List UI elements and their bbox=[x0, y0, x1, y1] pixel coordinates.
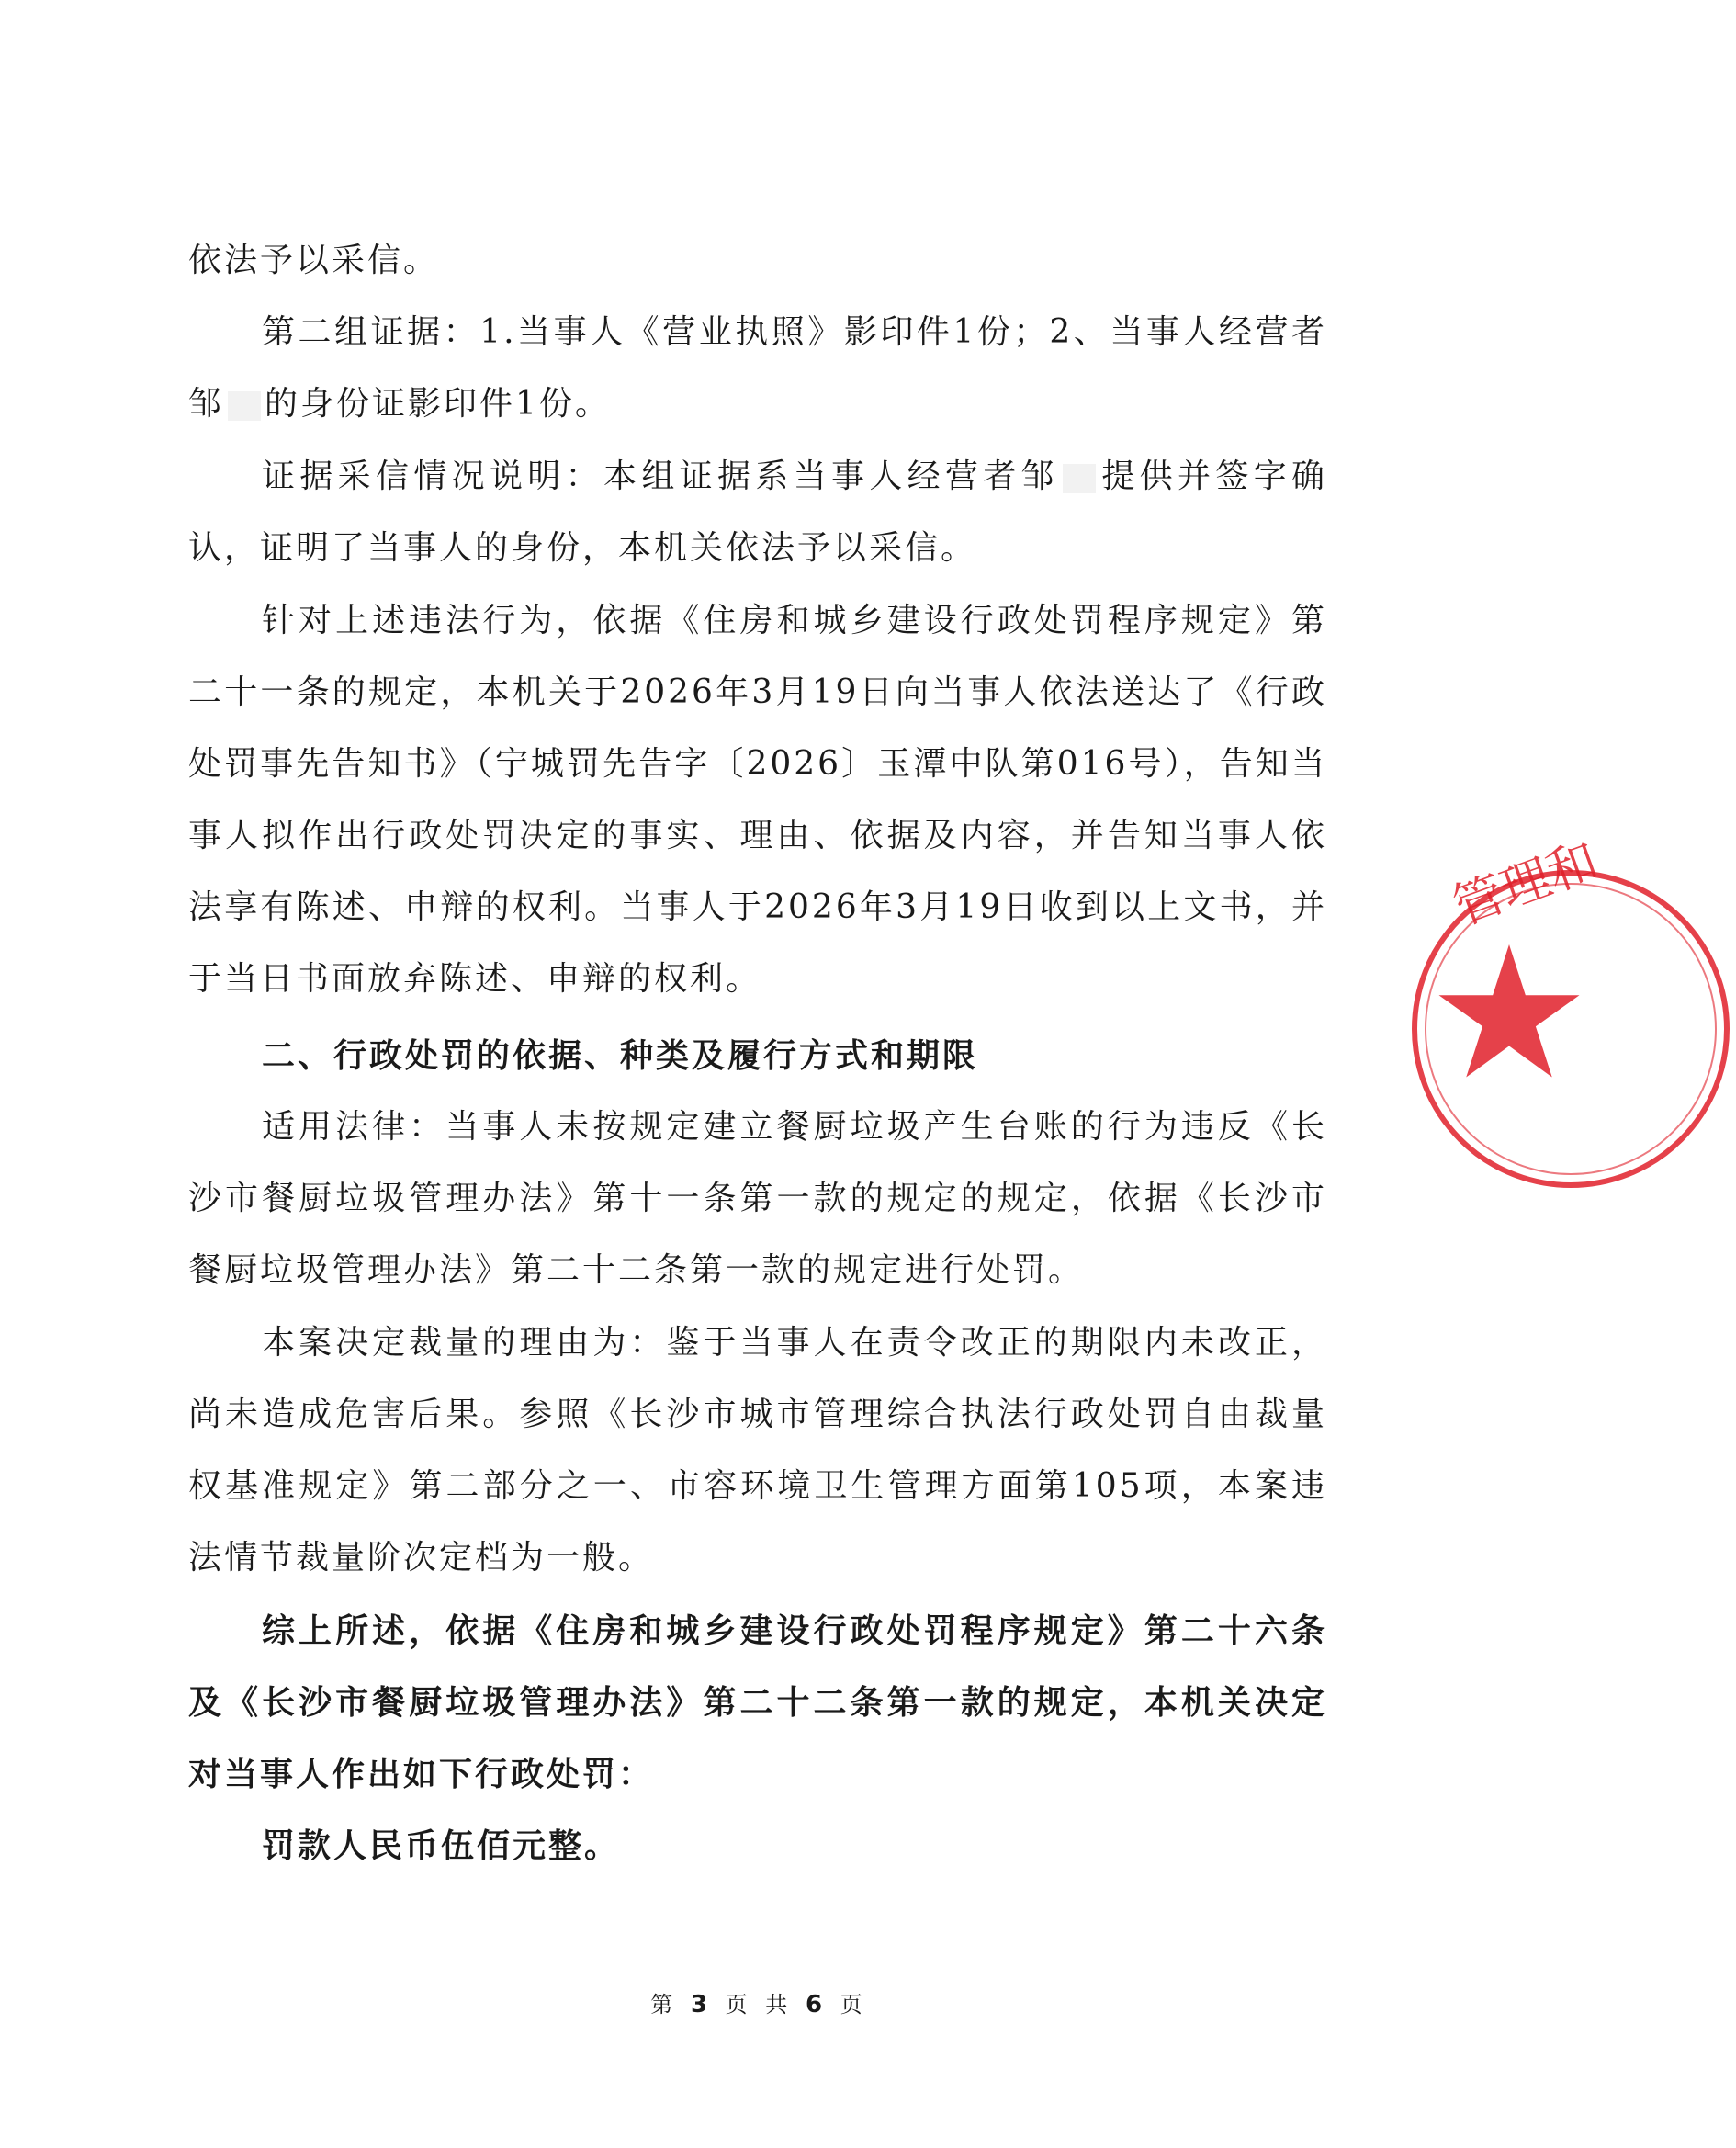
paragraph-evidence-explanation bbox=[188, 441, 1327, 584]
paragraph-text: 第二组证据：1.当事人《营业执照》影印件1份；2、当事人经营者邹 bbox=[188, 313, 1327, 423]
paragraph-text: 本案决定裁量的理由为：鉴于当事人在责令改正的期限内未改正，尚未造成危害后果。参照《长沙市城市管理综合执法行政处罚自由裁量权基准规定》第二部分之一、市容环境卫生管理方面第105项，本案违法情节裁量阶次定档为一般。 bbox=[188, 1324, 1327, 1577]
paragraph-decision bbox=[188, 1595, 1327, 1810]
footer-suffix: 页 bbox=[840, 1992, 868, 2018]
seal-text: 管理和 bbox=[1446, 831, 1606, 937]
paragraph-text: 针对上述违法行为，依据《住房和城乡建设行政处罚程序规定》第二十一条的规定，本机关于2026年3月19日向当事人依法送达了《行政处罚事先告知书》（宁城罚先告字〔2026〕玉潭中队第016号），告知当事人拟作出行政处罚决定的事实、理由、依据及内容，并告知当事人依法享有陈述、申辩的权利。当事人于2026年3月19日收到以上文书，并于当日书面放弃陈述、申辩的权利。 bbox=[188, 602, 1327, 998]
footer-prefix: 第 bbox=[650, 1992, 679, 2018]
paragraph-discretion-reason bbox=[188, 1307, 1327, 1594]
redacted-name bbox=[1063, 464, 1096, 493]
paragraph-text: 提供并签字确认，证明了当事人的身份，本机关依法予以采信。 bbox=[188, 458, 1327, 567]
paragraph-text: 依法予以采信。 bbox=[188, 242, 440, 279]
official-seal-stamp bbox=[1405, 831, 1736, 1194]
seal-star-icon bbox=[1439, 944, 1580, 1078]
redacted-name bbox=[228, 391, 261, 421]
paragraph-text: 罚款人民币伍佰元整。 bbox=[262, 1826, 621, 1865]
section-heading: 二、行政处罚的依据、种类及履行方式和期限 bbox=[262, 1036, 979, 1075]
paragraph-text: 综上所述，依据《住房和城乡建设行政处罚程序规定》第二十六条及《长沙市餐厨垃圾管理办法》第二十二条第一款的规定，本机关决定对当事人作出如下行政处罚： bbox=[188, 1611, 1327, 1793]
paragraph-adoption bbox=[188, 225, 1327, 297]
paragraph-text: 适用法律：当事人未按规定建立餐厨垃圾产生台账的行为违反《长沙市餐厨垃圾管理办法》第十一条第一款的规定的规定，依据《长沙市餐厨垃圾管理办法》第二十二条第一款的规定进行处罚。 bbox=[188, 1108, 1327, 1289]
paragraph-text: 证据采信情况说明：本组证据系当事人经营者邹 bbox=[262, 458, 1059, 495]
paragraph-penalty bbox=[188, 1810, 1327, 1882]
paragraph-evidence-group-2 bbox=[188, 297, 1327, 440]
current-page-number: 3 bbox=[690, 1991, 714, 2018]
paragraph-text: 的身份证影印件1份。 bbox=[265, 385, 611, 423]
paragraph-notice-delivery bbox=[188, 585, 1327, 1015]
paragraph-applicable-law bbox=[188, 1091, 1327, 1306]
footer-middle: 页 共 bbox=[725, 1992, 794, 2018]
total-page-number: 6 bbox=[805, 1991, 829, 2018]
page-number-footer bbox=[0, 1986, 1518, 2018]
